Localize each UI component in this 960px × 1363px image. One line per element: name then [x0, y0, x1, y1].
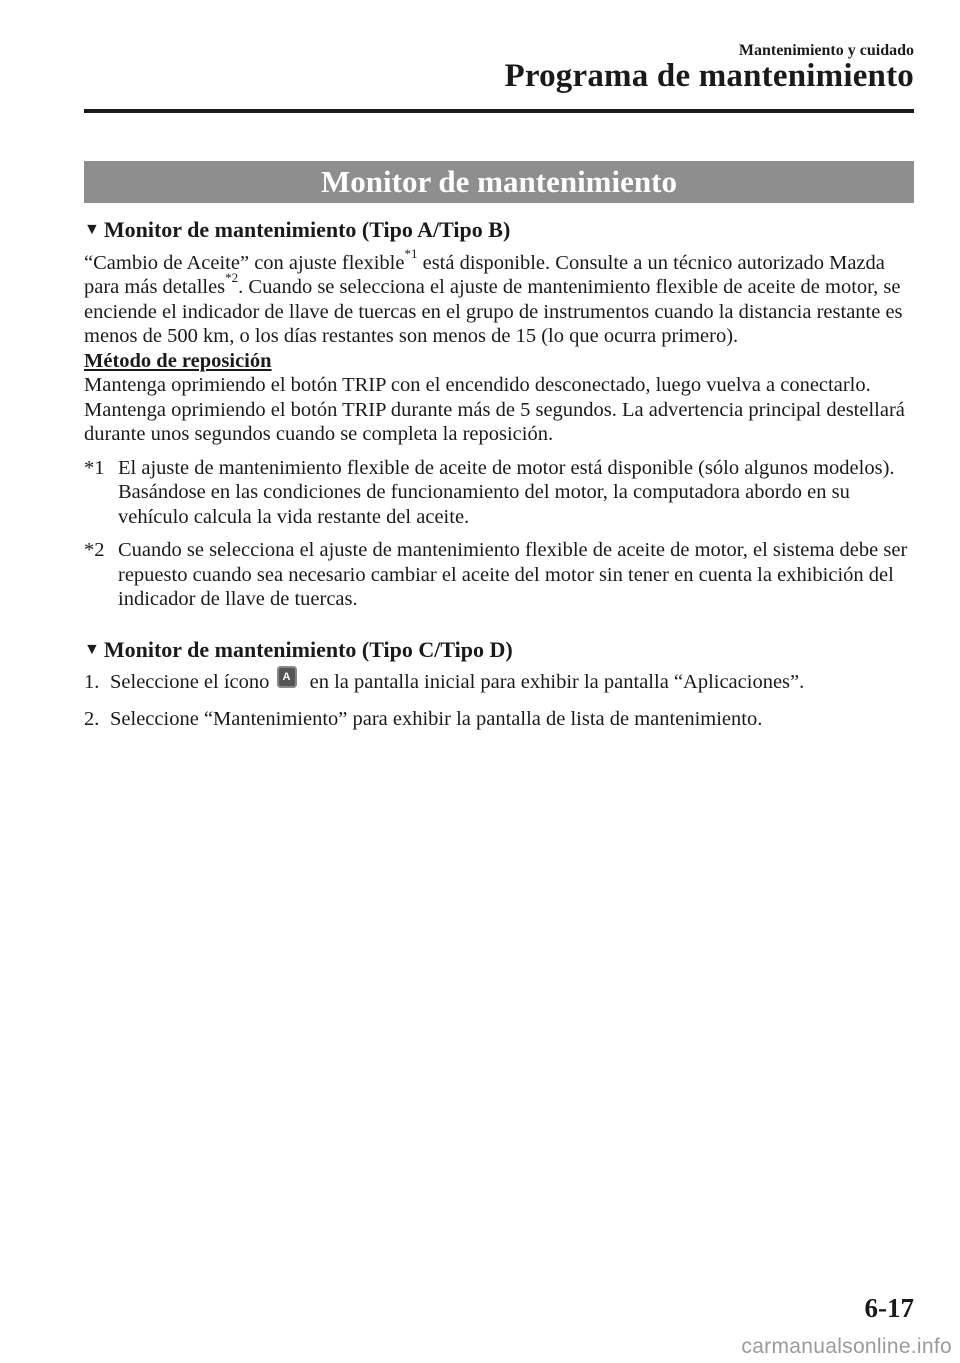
- watermark: carmanualsonline.info: [741, 1335, 952, 1358]
- page-title: Programa de mantenimiento: [504, 58, 914, 94]
- step-number: 1.: [84, 671, 100, 693]
- list-item: [84, 707, 914, 732]
- intro-text-a: “Cambio de Aceite” con ajuste flexible: [84, 251, 405, 274]
- footnote-number: *1: [84, 456, 105, 479]
- footnote: [84, 538, 914, 612]
- footnote-text: El ajuste de mantenimiento flexible de aceite de motor está disponible (sólo algunos modelos). Basándose en las condiciones de funcionamiento del motor, la computadora abordo en su vehículo calcula la vida restante del aceite.: [118, 456, 895, 528]
- header-rule: [84, 109, 914, 113]
- step-text: [110, 670, 804, 695]
- step-number: 2.: [84, 707, 100, 730]
- section-banner: [84, 161, 914, 203]
- list-item: [84, 670, 914, 695]
- chapter-label: Mantenimiento y cuidado: [738, 42, 914, 59]
- section-heading-cd-text: Monitor de mantenimiento (Tipo C/Tipo D): [103, 636, 513, 662]
- intro-text-b: está disponible. Consulte a un técnico autorizado Mazda para más detalles: [84, 251, 885, 298]
- footnote-text: Cuando se selecciona el ajuste de mantenimiento flexible de aceite de motor, el sistema debe ser repuesto cuando sea necesario cambiar el aceite del motor sin tener en cuenta la exhibición del indicador de llave de tuercas.: [118, 539, 908, 610]
- section-heading-ab-text: Monitor de mantenimiento (Tipo A/Tipo B): [103, 217, 511, 242]
- intro-paragraph: [84, 245, 914, 349]
- footnote-ref-1: *1: [404, 245, 418, 261]
- step-text-b: en la pantalla inicial para exhibir la pantalla “Aplicaciones”.: [309, 671, 805, 693]
- triangle-down-icon: ▼: [84, 221, 100, 238]
- section-heading-cd: [84, 638, 914, 663]
- footnote-number: *2: [84, 539, 105, 561]
- reset-text: Mantenga oprimiendo el botón TRIP con el encendido desconectado, luego vuelva a conectarlo. Mantenga oprimiendo el botón TRIP durante más de 5 segundos. La advertencia principal destellará durante unos segundos cuando se completa la reposición.: [84, 374, 905, 445]
- step-text: Seleccione “Mantenimiento” para exhibir la pantalla de lista de mantenimiento.: [110, 707, 763, 730]
- reset-heading: Método de reposición: [84, 349, 272, 372]
- section-heading-ab: [84, 218, 914, 243]
- triangle-down-icon: ▼: [84, 640, 100, 658]
- footnote-ref-2: *2: [225, 270, 239, 286]
- section-cd: [84, 638, 914, 732]
- applications-icon: A: [277, 666, 297, 688]
- banner-title: Monitor de mantenimiento: [321, 164, 677, 199]
- main-content: [84, 218, 914, 743]
- footnote: [84, 456, 914, 530]
- page-number: 6-17: [864, 1293, 914, 1323]
- step-text-a: Seleccione el ícono: [110, 671, 270, 693]
- intro-text-c: . Cuando se selecciona el ajuste de mantenimiento flexible de aceite de motor, se enciende el indicador de llave de tuercas en el grupo de instrumentos cuando la distancia restante es menos de 500 km, o los días restantes son menos de 15 (lo que ocurra primero).: [84, 276, 903, 347]
- step-list: [84, 670, 914, 731]
